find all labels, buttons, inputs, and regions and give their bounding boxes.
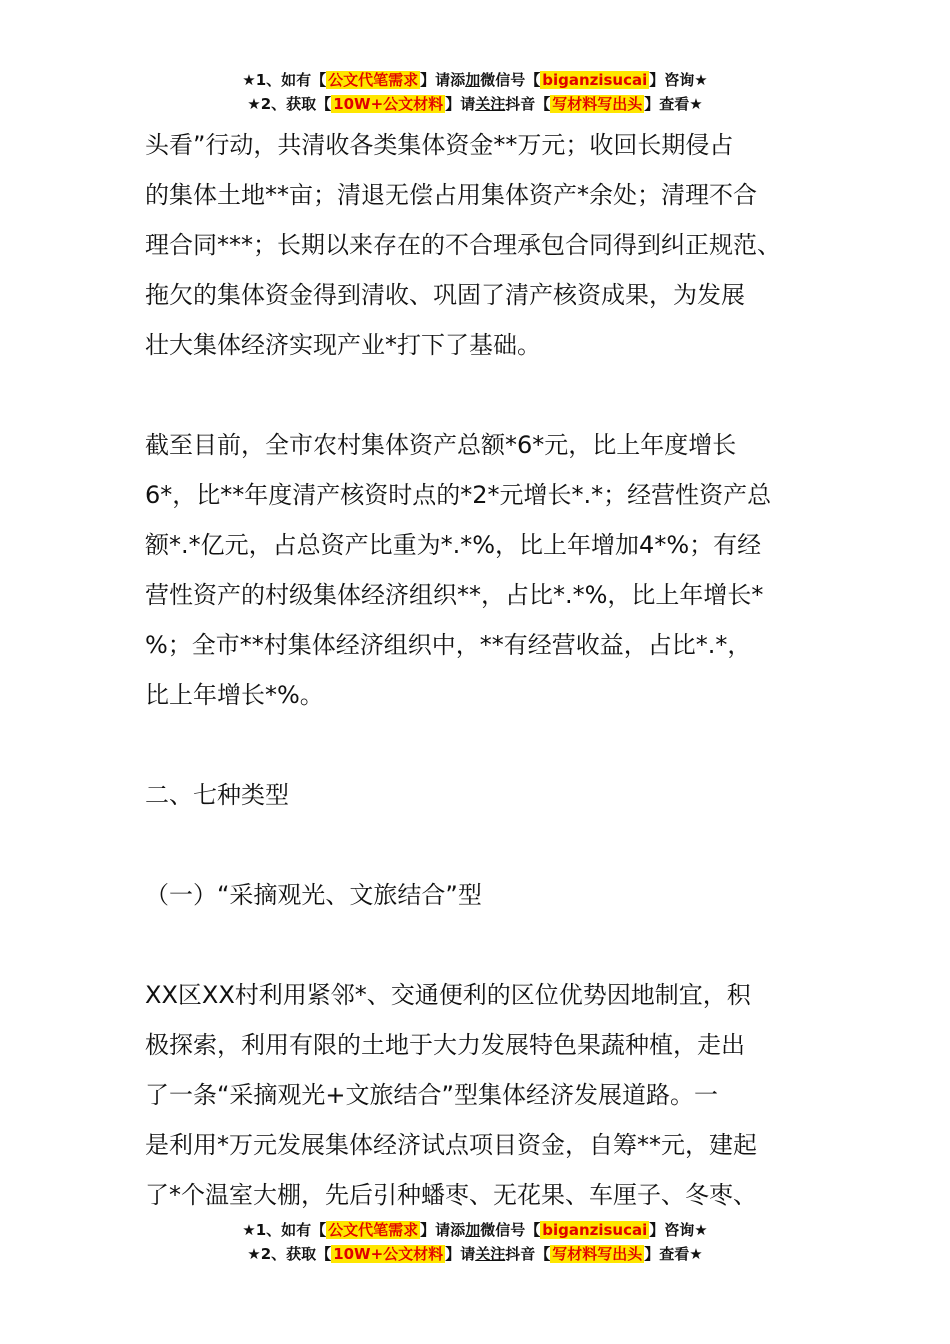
bottom-banner — [0, 1218, 950, 1266]
highlight-materials: 10W+公文材料 — [333, 95, 444, 113]
highlight-douyin: 写材料写出头 — [552, 95, 643, 113]
highlight-materials-bottom: 10W+公文材料 — [333, 1245, 444, 1263]
document-body — [145, 120, 825, 1220]
highlight-service-bottom: 公文代笔需求 — [328, 1221, 419, 1239]
paragraph-2: 截至目前，全市农村集体资产总额*6*元，比上年度增长 6*，比**年度清产核资时点的*2*元增长*.*；经营性资产总 额*.*亿元，占总资产比重为*.*%，比上年增加4*%；有经 营性资产的村级集体经济组织**，占比*.*%，比上年增长* %；全市**村集体经济组织中，**有经营收益，占比*.*， 比上年增长*%。 — [145, 431, 772, 709]
top-banner — [0, 68, 950, 116]
banner-line-2: ★2、获取【 10W+公文材料 】请关注抖音【 写材料写出头 】查看★ — [247, 95, 703, 113]
section-heading: 二、七种类型 — [145, 781, 289, 809]
subsection-heading: （一）“采摘观光、文旅结合”型 — [145, 881, 482, 909]
banner-line-1-bottom: ★1、如有【 公文代笔需求 】请添加微信号【 biganzisucai 】咨询★ — [242, 1221, 708, 1239]
paragraph-1: 头看”行动，共清收各类集体资金**万元；收回长期侵占 的集体土地**亩；清退无偿占用集体资产*余处；清理不合 理合同***；长期以来存在的不合理承包合同得到纠正规范、 拖欠的集体资金得到清收、巩固了清产核资成果，为发展 壮大集体经济实现产业*打下了基础。 — [145, 131, 781, 359]
highlight-wechat-id-bottom: biganzisucai — [542, 1221, 648, 1239]
highlight-service: 公文代笔需求 — [328, 71, 419, 89]
banner-line-2-bottom: ★2、获取【 10W+公文材料 】请关注抖音【 写材料写出头 】查看★ — [247, 1245, 703, 1263]
banner-line-1: ★1、如有【 公文代笔需求 】请添加微信号【 biganzisucai 】咨询★ — [242, 71, 708, 89]
paragraph-3: XX区XX村利用紧邻*、交通便利的区位优势因地制宜，积 极探索，利用有限的土地于大力发展特色果蔬种植，走出 了一条“采摘观光+文旅结合”型集体经济发展道路。一 是利用*万元发展集体经济试点项目资金，自筹**元，建起 了*个温室大棚，先后引种蟠枣、无花果、车厘子、冬枣、 — [145, 981, 757, 1209]
highlight-douyin-bottom: 写材料写出头 — [552, 1245, 643, 1263]
highlight-wechat-id: biganzisucai — [542, 71, 648, 89]
